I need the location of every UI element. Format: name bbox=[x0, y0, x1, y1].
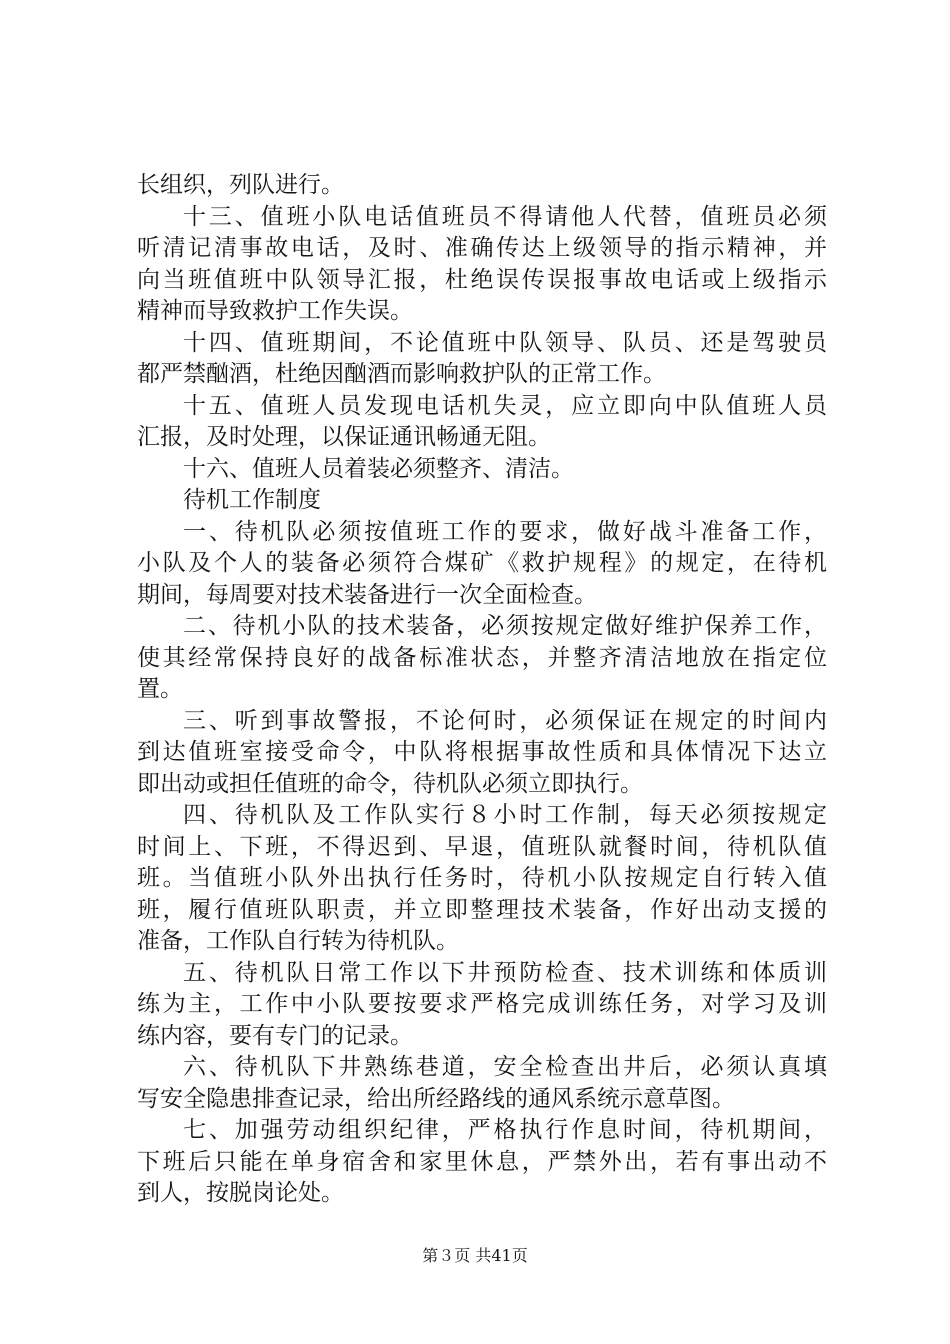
page-footer: 第３页 共41页 bbox=[422, 1246, 528, 1265]
text-line: 时间上、下班，不得迟到、早退，值班队就餐时间，待机队值 bbox=[137, 833, 827, 860]
text-line: 使其经常保持良好的战备标准状态，并整齐清洁地放在指定位 bbox=[137, 644, 827, 671]
text-line: 三、听到事故警报，不论何时，必须保证在规定的时间内 bbox=[183, 707, 827, 734]
text-line: 长组织，列队进行。 bbox=[137, 172, 344, 198]
text-line: 班。当值班小队外出执行任务时，待机小队按规定自行转入值 bbox=[137, 865, 827, 891]
text-line: 小队及个人的装备必须符合煤矿《救护规程》的规定，在待机 bbox=[137, 550, 827, 576]
text-line: 练为主，工作中小队要按要求严格完成训练任务，对学习及训 bbox=[137, 991, 827, 1017]
text-line: 练内容，要有专门的记录。 bbox=[137, 1022, 413, 1049]
text-line: 到人，按脱岗论处。 bbox=[137, 1180, 344, 1206]
text-line: 精神而导致救护工作失误。 bbox=[137, 298, 413, 324]
text-line: 一、待机队必须按值班工作的要求，做好战斗准备工作， bbox=[183, 518, 827, 545]
text-line: 都严禁酗酒，杜绝因酗酒而影响救护队的正常工作。 bbox=[137, 361, 666, 387]
text-line: 汇报，及时处理，以保证通讯畅通无阻。 bbox=[137, 424, 551, 450]
text-line: 七、加强劳动组织纪律，严格执行作息时间，待机期间， bbox=[183, 1117, 827, 1143]
text-line: 听清记清事故电话，及时、准确传达上级领导的指示精神，并 bbox=[137, 235, 827, 261]
text-line: 期间，每周要对技术装备进行一次全面检查。 bbox=[137, 581, 597, 608]
text-line: 六、待机队下井熟练巷道，安全检查出井后，必须认真填 bbox=[183, 1054, 827, 1080]
text-line: 准备，工作队自行转为待机队。 bbox=[137, 928, 459, 954]
text-line: 待机工作制度 bbox=[183, 487, 321, 513]
text-line: 十六、值班人员着装必须整齐、清洁。 bbox=[183, 455, 574, 482]
text-line: 即出动或担任值班的命令，待机队必须立即执行。 bbox=[137, 770, 643, 797]
document-body bbox=[137, 170, 827, 1210]
text-line: 到达值班室接受命令，中队将根据事故性质和具体情况下达立 bbox=[137, 739, 827, 765]
text-line: 二、待机小队的技术装备，必须按规定做好维护保养工作， bbox=[183, 613, 827, 639]
text-line: 置。 bbox=[137, 676, 183, 702]
text-line: 向当班值班中队领导汇报，杜绝误传误报事故电话或上级指示 bbox=[137, 266, 827, 293]
text-line: 班，履行值班队职责，并立即整理技术装备，作好出动支援的 bbox=[137, 896, 827, 923]
text-line: 下班后只能在单身宿舍和家里休息，严禁外出，若有事出动不 bbox=[137, 1148, 827, 1175]
text-line: 五、待机队日常工作以下井预防检查、技术训练和体质训 bbox=[183, 959, 827, 986]
text-line: 十四、值班期间，不论值班中队领导、队员、还是驾驶员 bbox=[183, 329, 827, 356]
text-line: 十三、值班小队电话值班员不得请他人代替，值班员必须 bbox=[183, 203, 827, 230]
text-line: 十五、值班人员发现电话机失灵，应立即向中队值班人员 bbox=[183, 392, 827, 419]
text-line: 四、待机队及工作队实行８小时工作制，每天必须按规定 bbox=[183, 802, 827, 828]
text-line: 写安全隐患排查记录，给出所经路线的通风系统示意草图。 bbox=[137, 1085, 735, 1112]
